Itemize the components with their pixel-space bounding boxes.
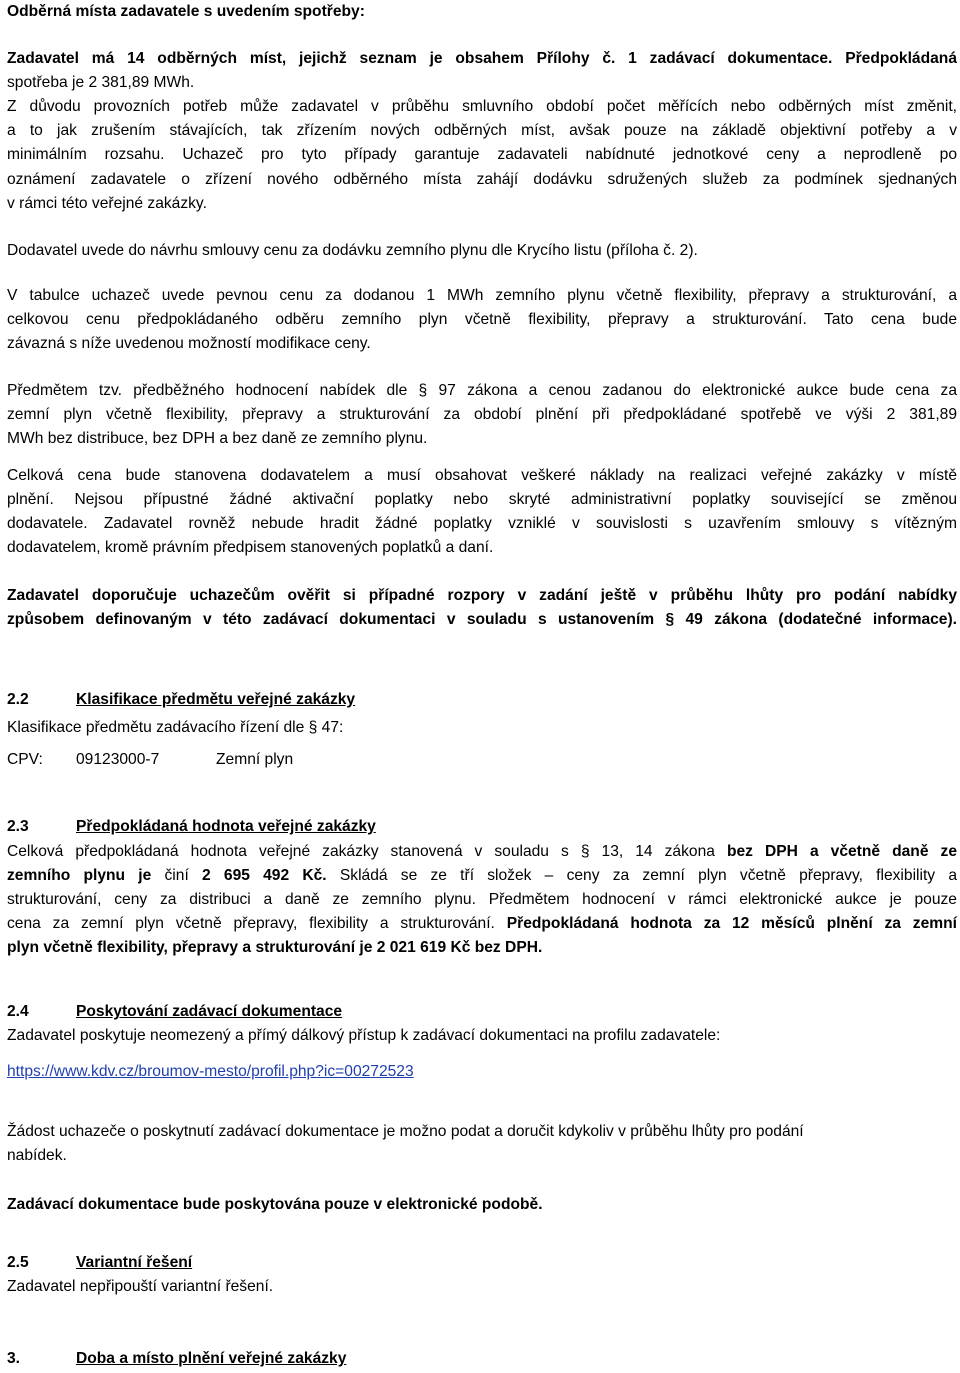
paragraph-line: Celková cena bude stanovena dodavatelem a musí obsahovat veškeré náklady na realizaci veřejné zakázky v místě — [7, 467, 957, 484]
section-title: Doba a místo plnění veřejné zakázky — [76, 1350, 347, 1367]
section-heading-2-2 — [7, 690, 957, 710]
paragraph-line: a to jak zrušením stávajících, tak zřízením nových odběrných míst, avšak pouze na základě objektivní potřeby a v — [7, 122, 957, 139]
cpv-name: Zemní plyn — [216, 751, 294, 768]
section-heading-2-5 — [7, 1253, 957, 1273]
section-title: Poskytování zadávací dokumentace — [76, 1003, 343, 1020]
paragraph-line: MWh bez distribuce, bez DPH a bez daně ze zemního plynu. — [7, 430, 428, 447]
text-run-bold: bez DPH a včetně daně ze — [726, 843, 958, 860]
section-title: Klasifikace předmětu veřejné zakázky — [76, 691, 356, 708]
paragraph-line: zemní plyn včetně flexibility, přepravy a strukturování za období plnění při předpokládané spotřebě ve výši 2 381,89 — [7, 406, 957, 423]
cpv-code: 09123000-7 — [76, 751, 160, 768]
paragraph-line-bold: způsobem definovaným v této zadávací dokumentaci v souladu s ustanovením § 49 zákona (dodatečné informace). — [7, 611, 957, 628]
cpv-row — [7, 750, 957, 770]
text-run: Skládá se ze tří složek – ceny za zemní plyn včetně přepravy, flexibility a — [326, 867, 957, 884]
section-heading-2-4 — [7, 1002, 957, 1022]
paragraph-line: Dodavatel uvede do návrhu smlouvy cenu za dodávku zemního plynu dle Krycího listu (příloha č. 2). — [7, 242, 698, 259]
section-number: 2.4 — [7, 1003, 29, 1020]
paragraph-line: spotřeba je 2 381,89 MWh. — [7, 74, 195, 91]
paragraph-line: Zadavatel má 14 odběrných míst, jejichž seznam je obsahem Přílohy č. 1 zadávací dokumentace. Předpokládaná — [7, 50, 957, 67]
text-run-bold: Předpokládaná hodnota za 12 měsíců plnění za zemní — [506, 915, 957, 932]
paragraph-line: oznámení zadavatele o zřízení nového odběrného místa zahájí dodávku sdružených služeb za podmínek sjednaných — [7, 171, 957, 188]
profile-link[interactable]: https://www.kdv.cz/broumov-mesto/profil.php?ic=00272523 — [7, 1063, 414, 1080]
text-run: cena za zemní plyn včetně přepravy, flexibility a strukturování. — [7, 915, 507, 932]
section-heading-3 — [7, 1349, 957, 1369]
paragraph-line: Zadavatel poskytuje neomezený a přímý dálkový přístup k zadávací dokumentaci na profilu zadavatele: — [7, 1027, 721, 1044]
section-number: 2.5 — [7, 1254, 29, 1271]
section-number: 2.2 — [7, 691, 29, 708]
paragraph-line: minimálním rozsahu. Uchazeč pro tyto případy garantuje zadavateli nabídnuté jednotkové ceny a neprodleně po — [7, 146, 957, 163]
paragraph-line: celkovou cenu předpokládaného odběru zemního plyn včetně flexibility, přepravy a strukturování. Tato cena bude — [7, 311, 957, 328]
paragraph-line: nabídek. — [7, 1147, 67, 1164]
paragraph-line: Z důvodu provozních potřeb může zadavatel v průběhu smluvního období počet měřících nebo odběrných míst změnit, — [7, 98, 957, 115]
section-number: 3. — [7, 1350, 21, 1367]
section-heading-2-3 — [7, 817, 957, 837]
paragraph-line: plnění. Nejsou přípustné žádné aktivační poplatky nebo skryté administrativní poplatky související se změnou — [7, 491, 957, 508]
paragraph-line: Předmětem tzv. předběžného hodnocení nabídek dle § 97 zákona a cenou zadanou do elektronické aukce bude cena za — [7, 382, 957, 399]
paragraph-line-bold: Zadávací dokumentace bude poskytována pouze v elektronické podobě. — [7, 1196, 543, 1213]
paragraph-line — [7, 914, 957, 934]
section-title: Variantní řešení — [76, 1254, 193, 1271]
paragraph-line: Žádost uchazeče o poskytnutí zadávací dokumentace je možno podat a doručit kdykoliv v průběhu lhůty pro podání — [7, 1123, 804, 1140]
text-run: činí — [151, 867, 202, 884]
paragraph-line: Zadavatel nepřipouští variantní řešení. — [7, 1278, 274, 1295]
paragraph-line: v rámci této veřejné zakázky. — [7, 195, 207, 212]
paragraph-line-bold: Zadavatel doporučuje uchazečům ověřit si případné rozpory v zadání ještě v průběhu lhůty pro podání nabídky — [7, 587, 957, 604]
text-run-bold: 2 695 492 Kč. — [202, 867, 327, 884]
text-run-bold: zemního plynu je — [7, 867, 152, 884]
paragraph-line: strukturování, ceny za distribuci a daně ze zemního plynu. Předmětem hodnocení v rámci elektronické aukce je pouze — [7, 891, 957, 908]
paragraph-line: V tabulce uchazeč uvede pevnou cenu za dodanou 1 MWh zemního plynu včetně flexibility, přepravy a strukturování, a — [7, 287, 957, 304]
cpv-label: CPV: — [7, 751, 43, 768]
profile-link-row — [7, 1062, 957, 1082]
paragraph-line: dodavatele. Zadavatel rovněž nebude hradit žádné poplatky vzniklé v souvislosti s uzavřením smlouvy s vítězným — [7, 515, 957, 532]
paragraph-line — [7, 866, 957, 886]
paragraph-line — [7, 842, 957, 862]
paragraph-line: dodavatelem, kromě právním předpisem stanovených poplatků a daní. — [7, 539, 494, 556]
heading-odberna-mista: Odběrná místa zadavatele s uvedením spotřeby: — [7, 3, 365, 20]
paragraph-line: Klasifikace předmětu zadávacího řízení dle § 47: — [7, 719, 344, 736]
paragraph-line: závazná s níže uvedenou možností modifikace ceny. — [7, 335, 371, 352]
paragraph-line-bold: plyn včetně flexibility, přepravy a strukturování je 2 021 619 Kč bez DPH. — [7, 939, 543, 956]
section-title: Předpokládaná hodnota veřejné zakázky — [76, 818, 376, 835]
section-number: 2.3 — [7, 818, 29, 835]
text-run: Celková předpokládaná hodnota veřejné zakázky stanovená v souladu s § 13, 14 zákona — [7, 843, 727, 860]
